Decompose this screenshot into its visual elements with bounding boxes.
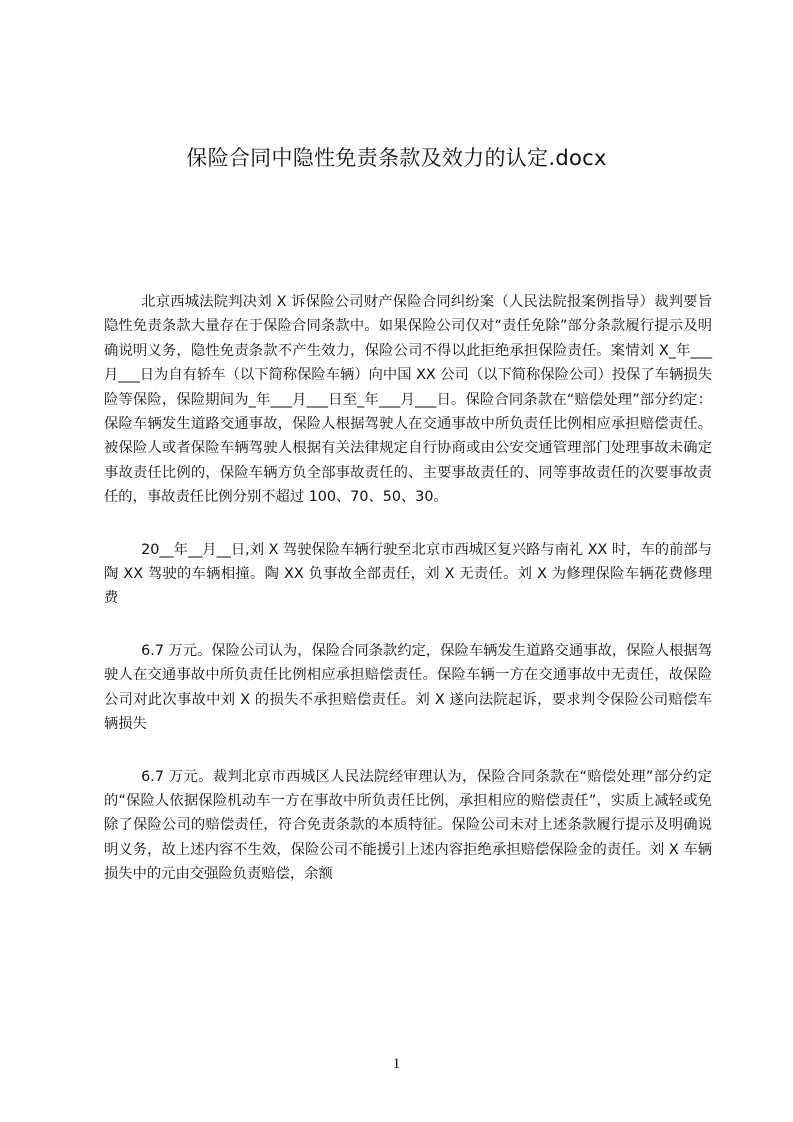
- paragraph-insurer-position: 6.7 万元。保险公司认为，保险合同条款约定，保险车辆发生道路交通事故，保险人根据驾驶人在交通事故中所负责任比例相应承担赔偿责任。保险车辆一方在交通事故中无责任，故保险公司对此次事故中刘 X 的损失不承担赔偿责任。刘 X 遂向法院起诉，要求判令保险公司赔偿车辆损失: [104, 642, 712, 733]
- document-body: [104, 290, 712, 915]
- paragraph-accident: 20__年__月__日,刘 X 驾驶保险车辆行驶至北京市西城区复兴路与南礼 XX 时，车的前部与陶 XX 驾驶的车辆相撞。陶 XX 负事故全部责任，刘 X 无责任。刘 X 为修理保险车辆花费修理费: [104, 541, 712, 607]
- paragraph-judgment: 6.7 万元。裁判北京市西城区人民法院经审理认为，保险合同条款在“赔偿处理”部分约定的“保险人依据保险机动车一方在事故中所负责任比例，承担相应的赔偿责任”，实质上减轻或免除了保险公司的赔偿责任，符合免责条款的本质特征。保险公司未对上述条款履行提示及明确说明义务，故上述内容不生效，保险公司不能援引上述内容拒绝承担赔偿保险金的责任。刘 X 车辆损失中的元由交强险负责赔偿，余额: [104, 768, 712, 883]
- page-number: 1: [392, 1056, 401, 1072]
- paragraph-case-summary: 北京西城法院判决刘 X 诉保险公司财产保险合同纠纷案（人民法院报案例指导）裁判要旨隐性免责条款大量存在于保险合同条款中。如果保险公司仅对“责任免除”部分条款履行提示及明确说明义务，隐性免责条款不产生效力，保险公司不得以此拒绝承担保险责任。案情刘 X_年___月___日为自有轿车（以下简称保险车辆）向中国 XX 公司（以下简称保险公司）投保了车辆损失险等保险，保险期间为_年___月___日至_年___月___日。保险合同条款在“赔偿处理”部分约定：保险车辆发生道路交通事故，保险人根据驾驶人在交通事故中所负责任比例相应承担赔偿责任。被保险人或者保险车辆驾驶人根据有关法律规定自行协商或由公安交通管理部门处理事故未确定事故责任比例的，保险车辆方负全部事故责任的、主要事故责任的、同等事故责任的次要事故责任的，事故责任比例分别不超过 100、70、50、30。: [104, 294, 712, 506]
- document-title: 保险合同中隐性免责条款及效力的认定.docx: [186, 146, 607, 170]
